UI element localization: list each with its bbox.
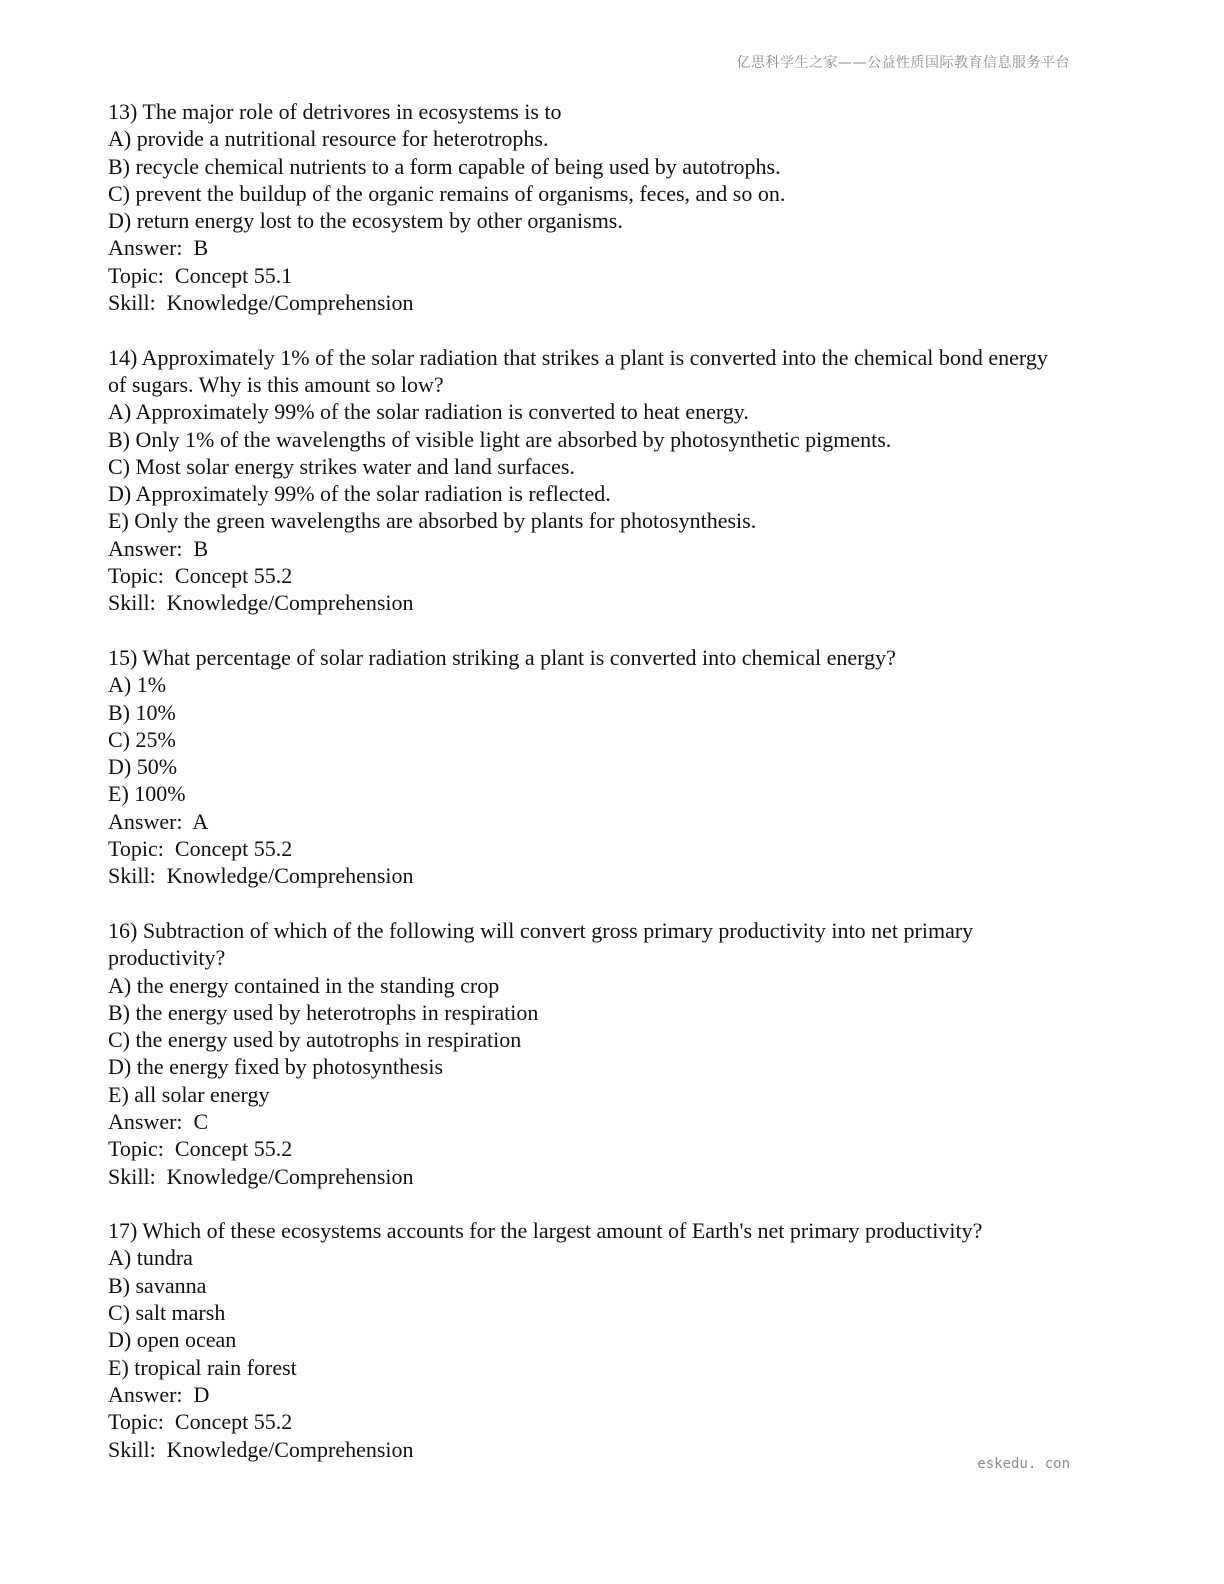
option-c: C) 25% [108, 726, 176, 752]
option-d: D) return energy lost to the ecosystem by other organisms. [108, 208, 623, 234]
option-b: B) recycle chemical nutrients to a form capable of being used by autotrophs. [108, 153, 781, 179]
question-16 [108, 917, 1068, 1190]
option-e: E) 100% [108, 781, 186, 807]
option-e: E) tropical rain forest [108, 1354, 297, 1380]
option-b: B) savanna [108, 1272, 207, 1298]
question-13 [108, 98, 1068, 316]
answer-line: Answer: B [108, 235, 209, 261]
option-d: D) Approximately 99% of the solar radiation is reflected. [108, 481, 611, 507]
question-15 [108, 644, 1068, 890]
option-a: A) the energy contained in the standing crop [108, 972, 500, 998]
topic-line: Topic: Concept 55.2 [108, 563, 293, 589]
option-d: D) open ocean [108, 1327, 237, 1353]
skill-line: Skill: Knowledge/Comprehension [108, 1436, 414, 1462]
option-b: B) Only 1% of the wavelengths of visible light are absorbed by photosynthetic pigments. [108, 426, 892, 452]
question-stem: 14) Approximately 1% of the solar radiation that strikes a plant is converted into the chemical bond energy of sugars. Why is this amount so low? [108, 344, 1054, 397]
question-stem: 17) Which of these ecosystems accounts for the largest amount of Earth's net primary productivity? [108, 1218, 983, 1244]
option-e: E) all solar energy [108, 1081, 270, 1107]
option-a: A) tundra [108, 1245, 193, 1271]
skill-line: Skill: Knowledge/Comprehension [108, 1163, 414, 1189]
option-b: B) the energy used by heterotrophs in respiration [108, 999, 539, 1025]
topic-line: Topic: Concept 55.2 [108, 1409, 293, 1435]
answer-line: Answer: B [108, 535, 209, 561]
question-stem: 13) The major role of detrivores in ecosystems is to [108, 99, 562, 124]
topic-line: Topic: Concept 55.2 [108, 836, 293, 862]
answer-line: Answer: D [108, 1381, 210, 1407]
option-c: C) the energy used by autotrophs in respiration [108, 1027, 522, 1053]
topic-line: Topic: Concept 55.2 [108, 1136, 293, 1162]
answer-line: Answer: A [108, 808, 209, 834]
page-header: 亿思科学生之家——公益性质国际教育信息服务平台 [736, 55, 1070, 71]
topic-line: Topic: Concept 55.1 [108, 262, 293, 288]
option-a: A) Approximately 99% of the solar radiation is converted to heat energy. [108, 399, 749, 425]
question-17 [108, 1217, 1068, 1463]
option-c: C) Most solar energy strikes water and land surfaces. [108, 453, 575, 479]
option-e: E) Only the green wavelengths are absorbed by plants for photosynthesis. [108, 508, 757, 534]
option-c: C) salt marsh [108, 1300, 226, 1326]
skill-line: Skill: Knowledge/Comprehension [108, 590, 414, 616]
option-a: A) provide a nutritional resource for heterotrophs. [108, 126, 549, 152]
option-d: D) the energy fixed by photosynthesis [108, 1054, 444, 1080]
question-stem: 16) Subtraction of which of the following will convert gross primary productivity into net primary productivity? [108, 917, 979, 971]
option-b: B) 10% [108, 699, 176, 725]
skill-line: Skill: Knowledge/Comprehension [108, 290, 414, 316]
answer-line: Answer: C [108, 1108, 209, 1134]
page-footer: eskedu. con [977, 1456, 1070, 1472]
option-d: D) 50% [108, 754, 178, 780]
skill-line: Skill: Knowledge/Comprehension [108, 863, 414, 889]
question-14 [108, 344, 1068, 617]
question-stem: 15) What percentage of solar radiation striking a plant is converted into chemical energy? [108, 644, 896, 670]
option-a: A) 1% [108, 672, 167, 698]
option-c: C) prevent the buildup of the organic remains of organisms, feces, and so on. [108, 180, 786, 206]
question-list [108, 98, 1068, 1463]
